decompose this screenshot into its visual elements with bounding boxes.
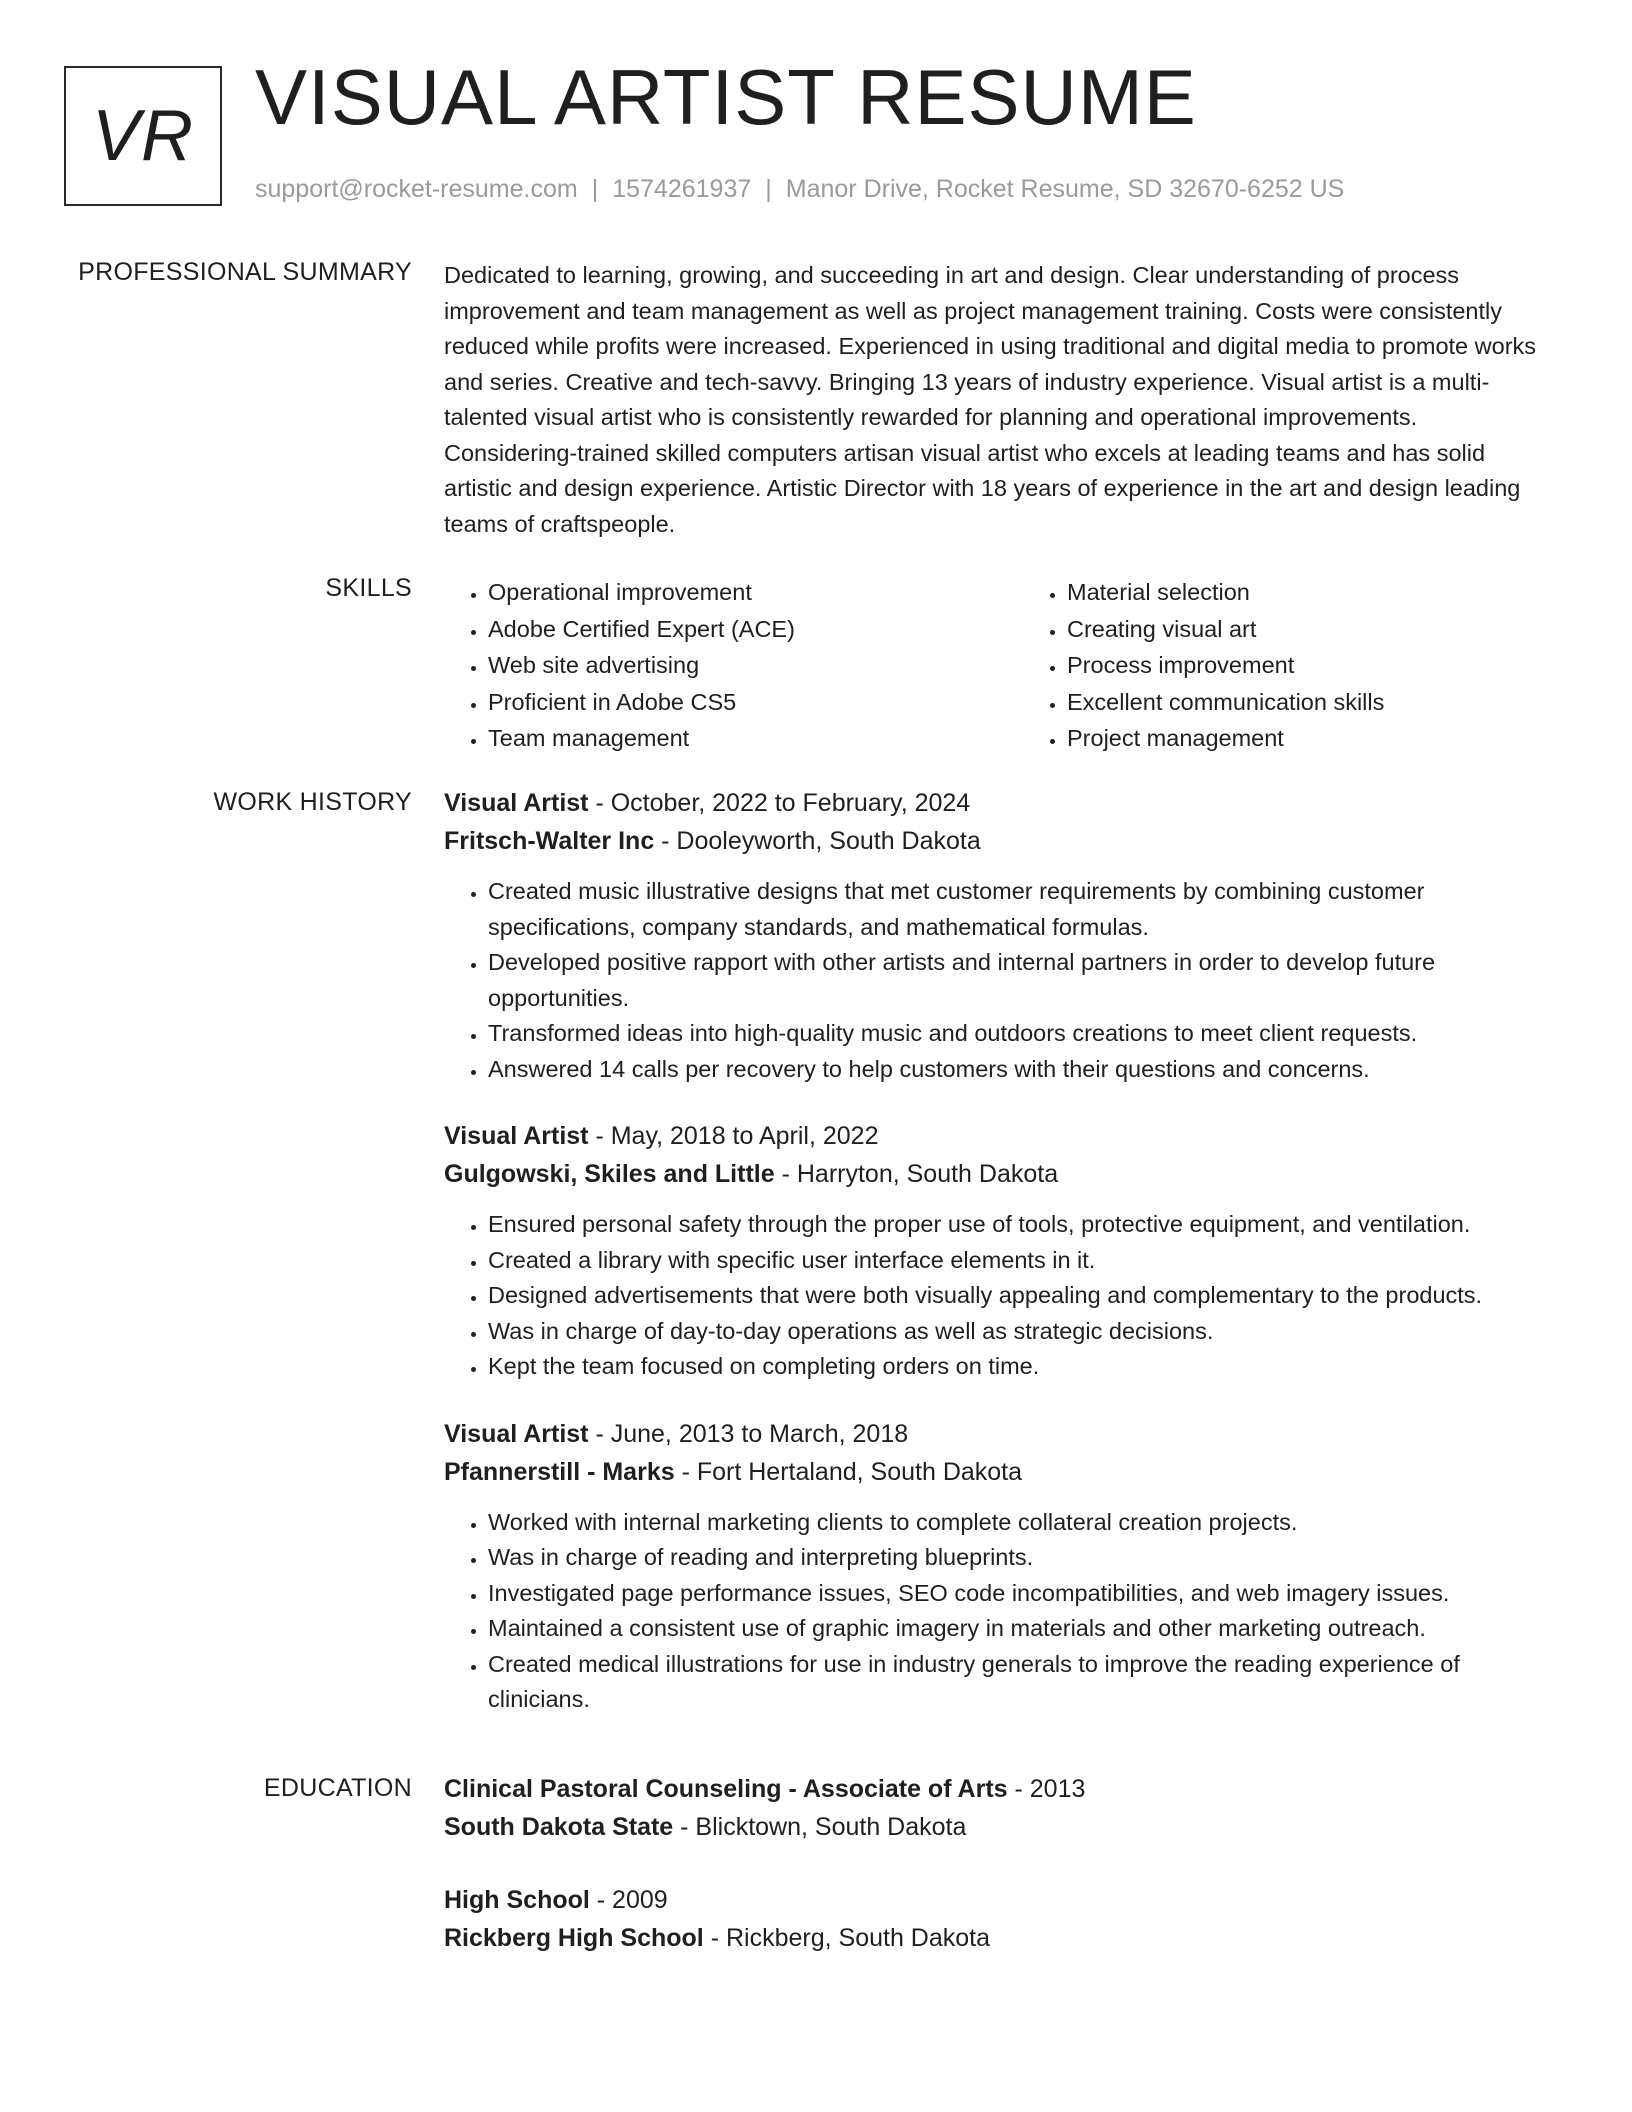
contact-address: Manor Drive, Rocket Resume, SD 32670-6252 US: [785, 175, 1345, 203]
job-company: Fritsch-Walter Inc: [444, 827, 655, 855]
job-dates: - May, 2018 to April, 2022: [588, 1122, 879, 1150]
contact-line: [255, 175, 1344, 204]
job-bullet: • Kept the team focused on completing orders on time.: [488, 1349, 1554, 1385]
job-company: Gulgowski, Skiles and Little: [444, 1160, 775, 1188]
job-bullet: • Investigated page performance issues, SEO code incompatibilities, and web imagery issues.: [488, 1576, 1554, 1612]
skill-item: • Material selection: [1067, 574, 1554, 611]
skills-column-left: [444, 574, 975, 757]
job-company-line: [444, 1453, 1554, 1491]
section-label-skills: SKILLS: [325, 574, 412, 602]
skills-column-right: [1023, 574, 1554, 757]
job-bullet: • Created music illustrative designs that met customer requirements by combining customer specifications, company standards, and mathematical formulas.: [488, 874, 1554, 945]
education-school-line: [444, 1919, 1554, 1957]
job-title: Visual Artist: [444, 1419, 589, 1448]
job-bullet: • Ensured personal safety through the proper use of tools, protective equipment, and ventilation.: [488, 1207, 1554, 1243]
education-year: - 2009: [589, 1886, 668, 1914]
skill-item: • Operational improvement: [488, 574, 975, 611]
work-history-body: [444, 784, 1554, 1748]
job-bullet: • Created a library with specific user interface elements in it.: [488, 1243, 1554, 1279]
job-entry: [444, 1415, 1554, 1718]
education-degree-line: [444, 1881, 1554, 1919]
skill-item: • Web site advertising: [488, 647, 975, 684]
job-bullet: • Developed positive rapport with other artists and internal partners in order to develop future opportunities.: [488, 945, 1554, 1016]
contact-separator: |: [765, 175, 772, 203]
education-entry: [444, 1770, 1554, 1846]
education-school: Rickberg High School: [444, 1924, 704, 1952]
section-label-work-history: WORK HISTORY: [213, 788, 412, 816]
job-bullet: • Worked with internal marketing clients to complete collateral creation projects.: [488, 1505, 1554, 1541]
section-label-summary: PROFESSIONAL SUMMARY: [78, 258, 412, 286]
job-bullet-list: [444, 874, 1554, 1087]
education-body: [444, 1770, 1554, 1992]
skill-item: • Project management: [1067, 720, 1554, 757]
contact-phone: 1574261937: [612, 175, 752, 203]
job-company: Pfannerstill - Marks: [444, 1457, 675, 1486]
job-entry: [444, 1117, 1554, 1385]
job-dates: - June, 2013 to March, 2018: [588, 1419, 909, 1448]
education-entry: [444, 1881, 1554, 1957]
education-location: - Blicktown, South Dakota: [673, 1813, 967, 1841]
skill-item: • Excellent communication skills: [1067, 684, 1554, 721]
job-bullet: • Maintained a consistent use of graphic imagery in materials and other marketing outreach.: [488, 1611, 1554, 1647]
job-location: - Dooleyworth, South Dakota: [654, 827, 981, 855]
education-year: - 2013: [1007, 1775, 1086, 1803]
resume-title: VISUAL ARTIST RESUME: [255, 53, 1197, 141]
skill-item: • Process improvement: [1067, 647, 1554, 684]
job-dates: - October, 2022 to February, 2024: [588, 789, 971, 817]
job-bullet: • Created medical illustrations for use in industry generals to improve the reading experience of clinicians.: [488, 1647, 1554, 1718]
education-degree-line: [444, 1770, 1554, 1808]
job-bullet: • Was in charge of day-to-day operations as well as strategic decisions.: [488, 1314, 1554, 1350]
skill-item: • Proficient in Adobe CS5: [488, 684, 975, 721]
education-school-line: [444, 1808, 1554, 1846]
summary-body: [444, 258, 1554, 542]
education-degree: High School: [444, 1886, 590, 1914]
job-title-line: [444, 784, 1554, 822]
summary-text: Dedicated to learning, growing, and succeeding in art and design. Clear understanding of process improvement and team management as well as project management training. Costs were consistently reduced while profits were increased. Experienced in using traditional and digital media to promote works and series. Creative and tech-savvy. Bringing 13 years of industry experience. Visual artist is a multi-talented visual artist who is consistently rewarded for planning and operational improvements. Considering-trained skilled computers artisan visual artist who excels at leading teams and has solid artistic and design experience. Artistic Director with 18 years of experience in the art and design leading teams of craftspeople.: [444, 262, 1537, 537]
skills-body: [444, 574, 1554, 757]
job-entry: [444, 784, 1554, 1087]
job-company-line: [444, 822, 1554, 860]
job-bullet: • Designed advertisements that were both visually appealing and complementary to the products.: [488, 1278, 1554, 1314]
job-bullet: • Was in charge of reading and interpreting blueprints.: [488, 1540, 1554, 1576]
skill-item: • Adobe Certified Expert (ACE): [488, 611, 975, 648]
education-degree: Clinical Pastoral Counseling - Associate of Arts: [444, 1775, 1008, 1803]
skills-columns: [444, 574, 1554, 757]
education-school: South Dakota State: [444, 1813, 674, 1841]
monogram-logo: VR: [64, 66, 222, 206]
job-location: - Harryton, South Dakota: [774, 1160, 1059, 1188]
job-title-line: [444, 1117, 1554, 1155]
contact-email: support@rocket-resume.com: [255, 175, 578, 203]
job-bullet: • Transformed ideas into high-quality music and outdoors creations to meet client requests.: [488, 1016, 1554, 1052]
job-bullet-list: [444, 1207, 1554, 1385]
job-title-line: [444, 1415, 1554, 1453]
contact-separator: |: [591, 175, 599, 203]
job-company-line: [444, 1155, 1554, 1193]
job-title: Visual Artist: [444, 789, 589, 817]
skill-item: • Creating visual art: [1067, 611, 1554, 648]
section-label-education: EDUCATION: [263, 1774, 412, 1802]
education-location: - Rickberg, South Dakota: [703, 1924, 991, 1952]
job-title: Visual Artist: [444, 1122, 589, 1150]
job-location: - Fort Hertaland, South Dakota: [674, 1457, 1023, 1486]
job-bullet-list: [444, 1505, 1554, 1718]
skill-item: • Team management: [488, 720, 975, 757]
job-bullet: • Answered 14 calls per recovery to help customers with their questions and concerns.: [488, 1052, 1554, 1088]
